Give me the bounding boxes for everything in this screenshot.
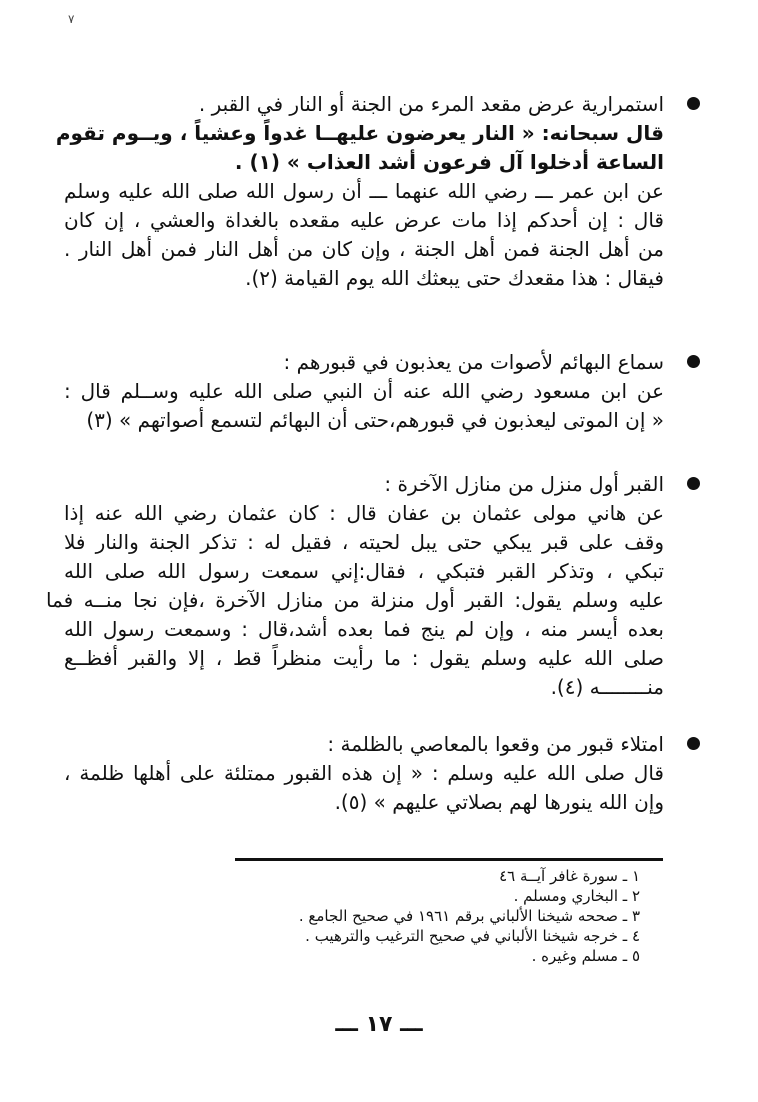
body-line: قال صلى الله عليه وسلم : « إن هذه القبور ممتلئة على أهلها ظلمة ، (64, 761, 664, 785)
body-line: عن هاني مولى عثمان بن عفان قال : كان عثمان رضي الله عنه إذا (64, 501, 664, 525)
section-heading (64, 348, 664, 377)
section-2 (64, 348, 664, 435)
body-line: الساعة أدخلوا آل فرعون أشد العذاب » (١) . (234, 150, 664, 174)
section-4 (64, 730, 664, 817)
body-line: صلى الله عليه وسلم يقول : ما رأيت منظراً قط ، إلا والقبر أفظــع (64, 646, 664, 670)
footnote: ٢ ـ البخاري ومسلم . (513, 887, 640, 905)
footnote: ٥ ـ مسلم وغيره . (531, 947, 640, 965)
body-line: قال : إن أحدكم إذا مات عرض عليه مقعده بالغداة والعشي ، إن كان (64, 208, 664, 232)
body-line: فيقال : هذا مقعدك حتى يبعثك الله يوم القيامة (٢). (245, 266, 664, 290)
bullet-icon (687, 355, 700, 368)
body-line: « إن الموتى ليعذبون في قبورهم،حتى أن البهائم لتسمع أصواتهم » (٣) (86, 408, 664, 432)
footnote: ٣ ـ صححه شيخنا الألباني برقم ١٩٦١ في صحيح الجامع . (298, 907, 640, 925)
top-mark: ٧ (68, 12, 75, 26)
footnote: ٤ ـ خرجه شيخنا الألباني في صحيح الترغيب والترهيب . (305, 927, 640, 945)
body-line: بعده أيسر منه ، وإن لم ينج فما بعده أشد،قال : وسمعت رسول الله (64, 617, 664, 641)
body-line: قال سبحانه: « النار يعرضون عليهــا غدواً وعشياً ، ويــوم تقوم (55, 121, 664, 145)
body-line: عليه وسلم يقول: القبر أول منزلة من منازل الآخرة ،فإن نجا منــه فما (46, 588, 664, 612)
section-heading (64, 730, 664, 759)
body-line: وإن الله ينورها لهم بصلاتي عليهم » (٥). (334, 790, 664, 814)
bullet-icon (687, 737, 700, 750)
body-line: منــــــــه (٤). (550, 675, 664, 699)
heading-text: استمرارية عرض مقعد المرء من الجنة أو النار في القبر . (198, 92, 664, 116)
footnote: ١ ـ سورة غافر آيــة ٤٦ (499, 867, 640, 885)
section-heading (64, 470, 664, 499)
body-line: عن ابن عمر ـــ رضي الله عنهما ـــ أن رسول الله صلى الله عليه وسلم (64, 179, 664, 203)
section-3 (46, 470, 664, 702)
body-line: تبكي ، وتذكر القبر فتبكي ، فقال:إني سمعت رسول الله صلى الله (64, 559, 664, 583)
bullet-icon (687, 97, 700, 110)
section-1 (55, 90, 664, 293)
footnotes (200, 866, 640, 966)
footnote-divider (235, 858, 663, 861)
body-line: من أهل الجنة فمن أهل الجنة ، وإن كان من أهل النار فمن أهل النار . (64, 237, 664, 261)
body-line: وقف على قبر يبكي حتى يبل لحيته ، فقيل له : تذكر الجنة والنار فلا (64, 530, 664, 554)
body-line: عن ابن مسعود رضي الله عنه أن النبي صلى الله عليه وســلم قال : (64, 379, 664, 403)
section-heading (64, 90, 664, 119)
bullet-icon (687, 477, 700, 490)
heading-text: سماع البهائم لأصوات من يعذبون في قبورهم : (283, 350, 664, 374)
page-number: ـــ ١٧ ـــ (335, 1012, 423, 1037)
heading-text: القبر أول منزل من منازل الآخرة : (384, 472, 664, 496)
heading-text: امتلاء قبور من وقعوا بالمعاصي بالظلمة : (327, 732, 664, 756)
